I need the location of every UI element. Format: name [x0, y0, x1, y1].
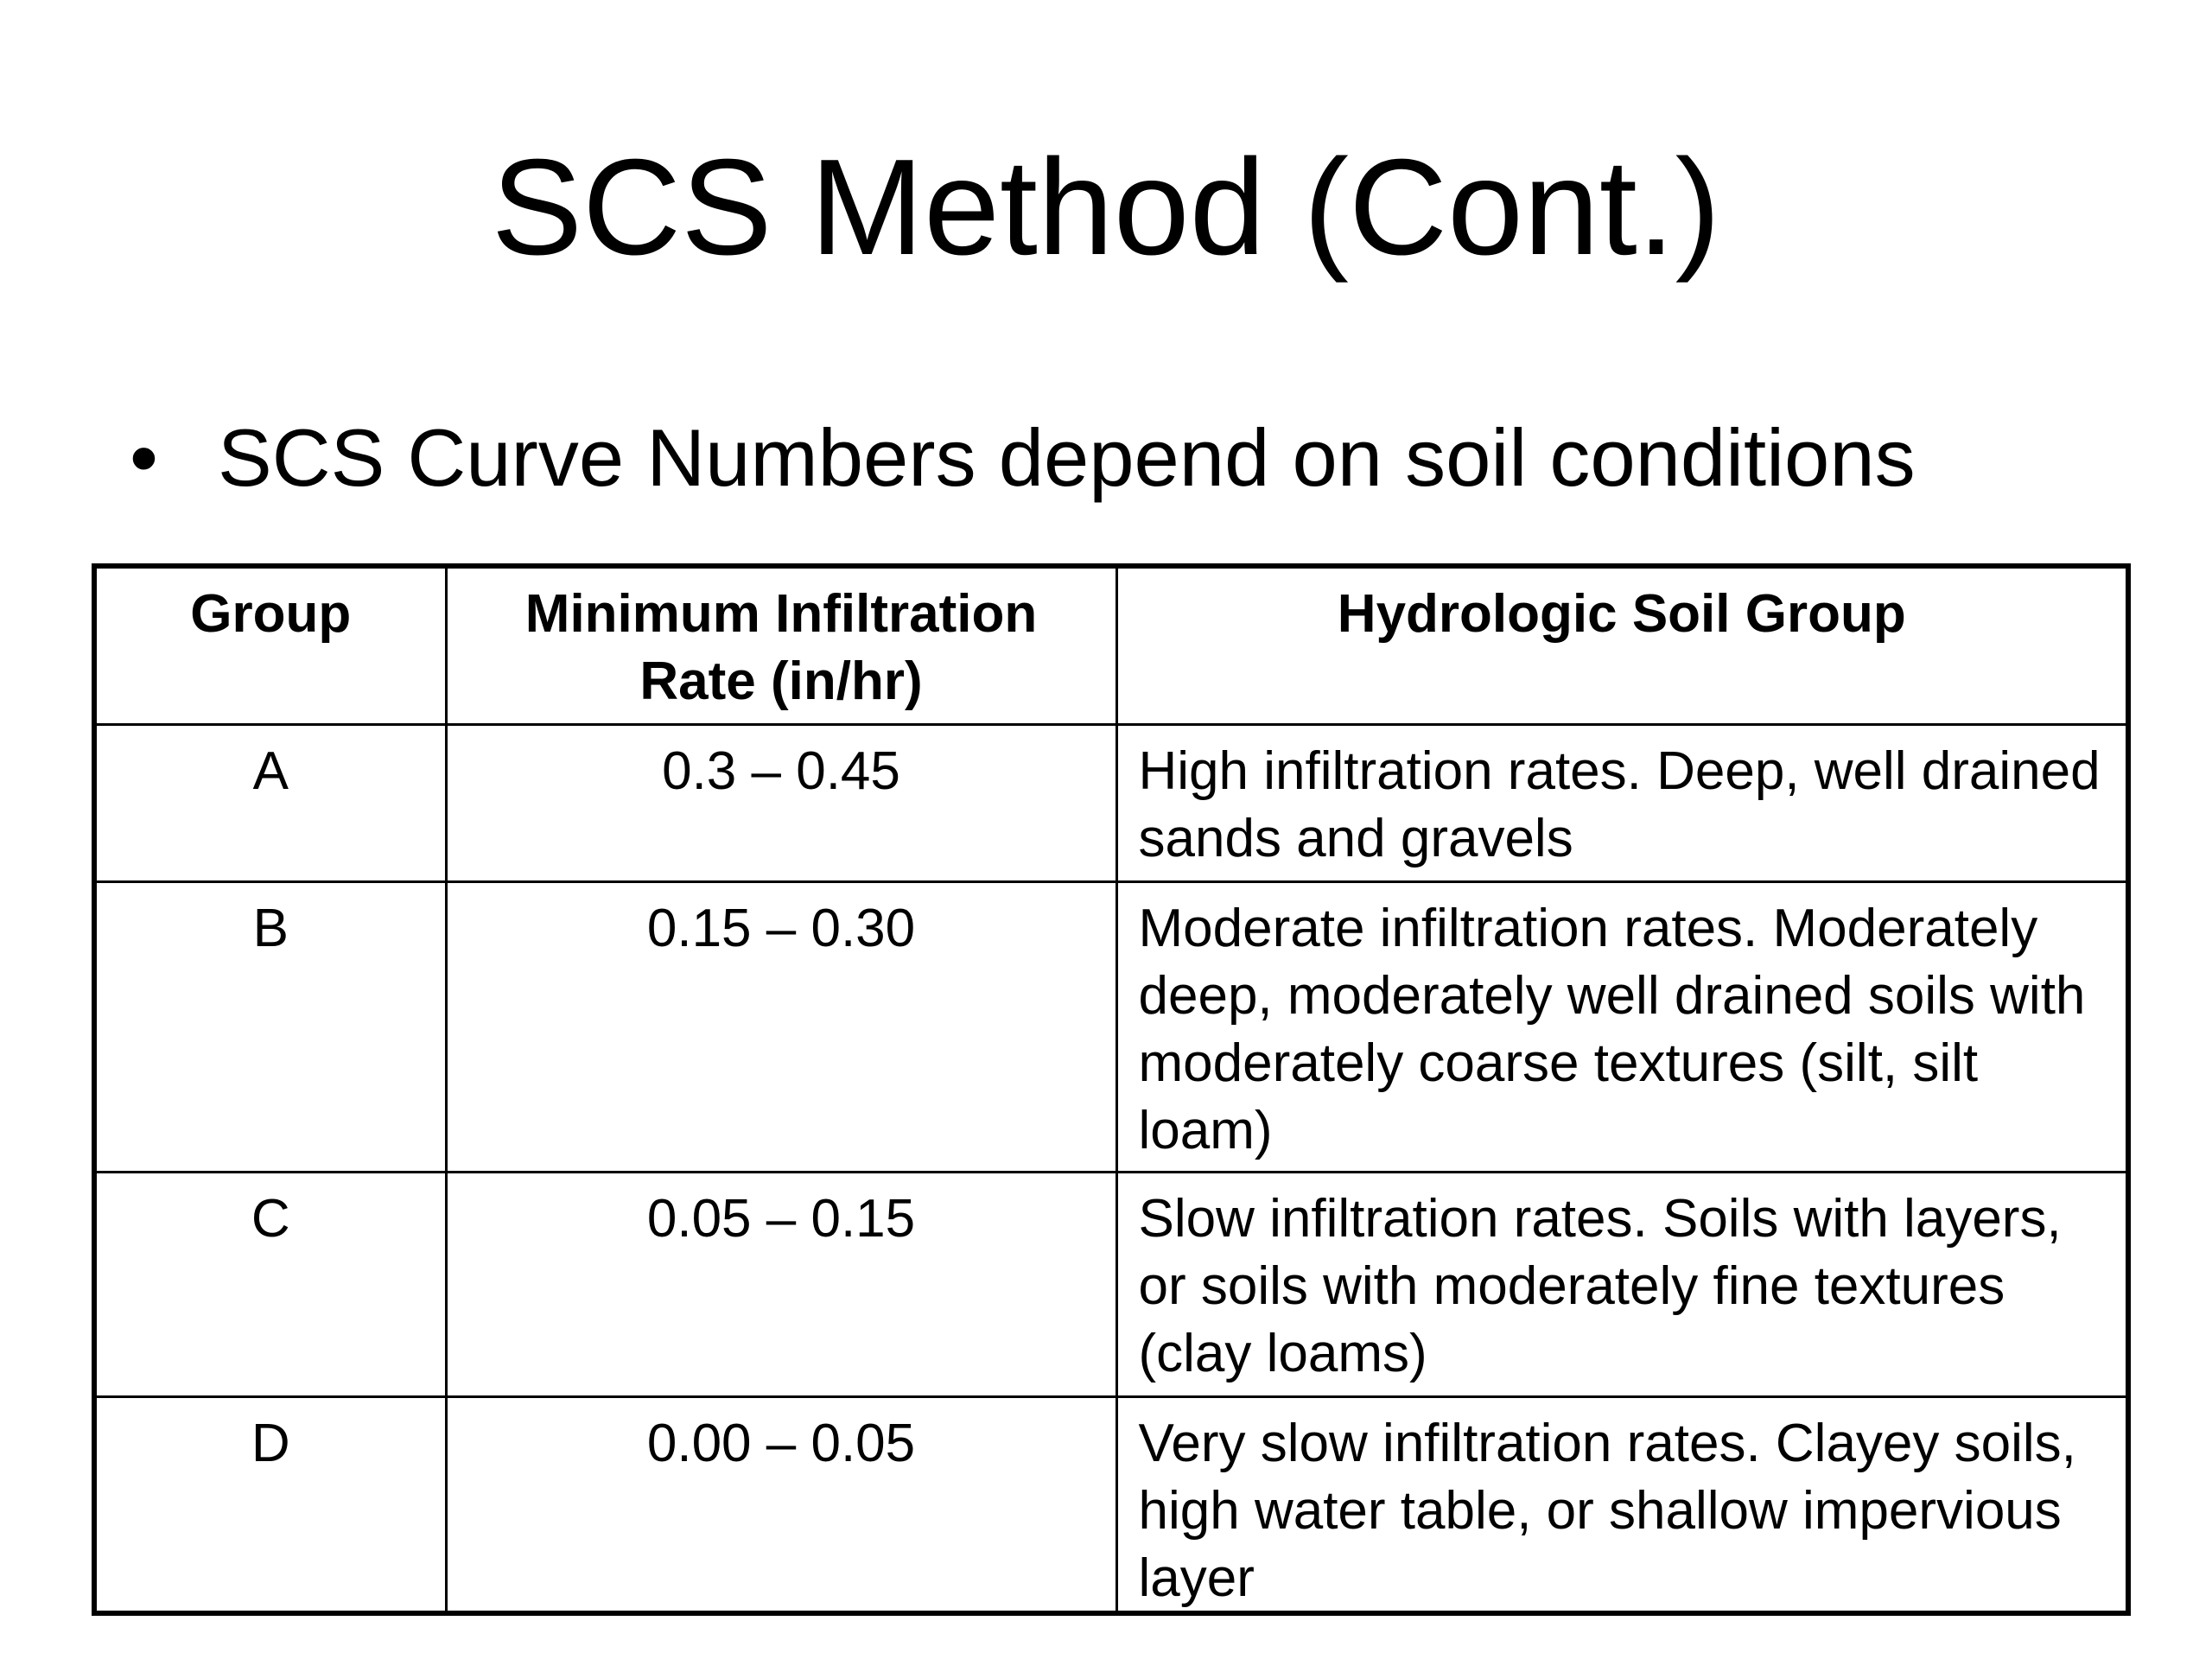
- bullet-item: [130, 406, 2117, 510]
- slide-title: SCS Method (Cont.): [491, 131, 1721, 283]
- header-hydrologic-soil-group: Hydrologic Soil Group: [1116, 569, 2126, 724]
- table-header-row: [97, 569, 2126, 724]
- cell-description: Very slow infiltration rates. Clayey soils, high water table, or shallow impervious layer: [1116, 1396, 2126, 1612]
- cell-infiltration-rate: 0.05 – 0.15: [446, 1172, 1116, 1396]
- cell-group: A: [97, 724, 446, 881]
- bullet-dot-icon: •: [130, 412, 158, 503]
- table-row: [97, 881, 2126, 1172]
- header-group: Group: [97, 569, 446, 724]
- cell-group: C: [97, 1172, 446, 1396]
- cell-infiltration-rate: 0.00 – 0.05: [446, 1396, 1116, 1612]
- bullet-text: SCS Curve Numbers depend on soil conditions: [218, 412, 1916, 503]
- table-row: [97, 1396, 2126, 1612]
- header-min-infiltration-rate: Minimum Infiltration Rate (in/hr): [446, 569, 1116, 724]
- soil-group-table: [92, 563, 2131, 1616]
- cell-infiltration-rate: 0.3 – 0.45: [446, 724, 1116, 881]
- cell-description: Moderate infiltration rates. Moderately deep, moderately well drained soils with moderately coarse textures (silt, silt loam): [1116, 881, 2126, 1172]
- cell-infiltration-rate: 0.15 – 0.30: [446, 881, 1116, 1172]
- cell-description: Slow infiltration rates. Soils with layers, or soils with moderately fine textures (clay loams): [1116, 1172, 2126, 1396]
- table-row: [97, 1172, 2126, 1396]
- cell-group: D: [97, 1396, 446, 1612]
- cell-group: B: [97, 881, 446, 1172]
- cell-description: High infiltration rates. Deep, well drained sands and gravels: [1116, 724, 2126, 881]
- table-row: [97, 724, 2126, 881]
